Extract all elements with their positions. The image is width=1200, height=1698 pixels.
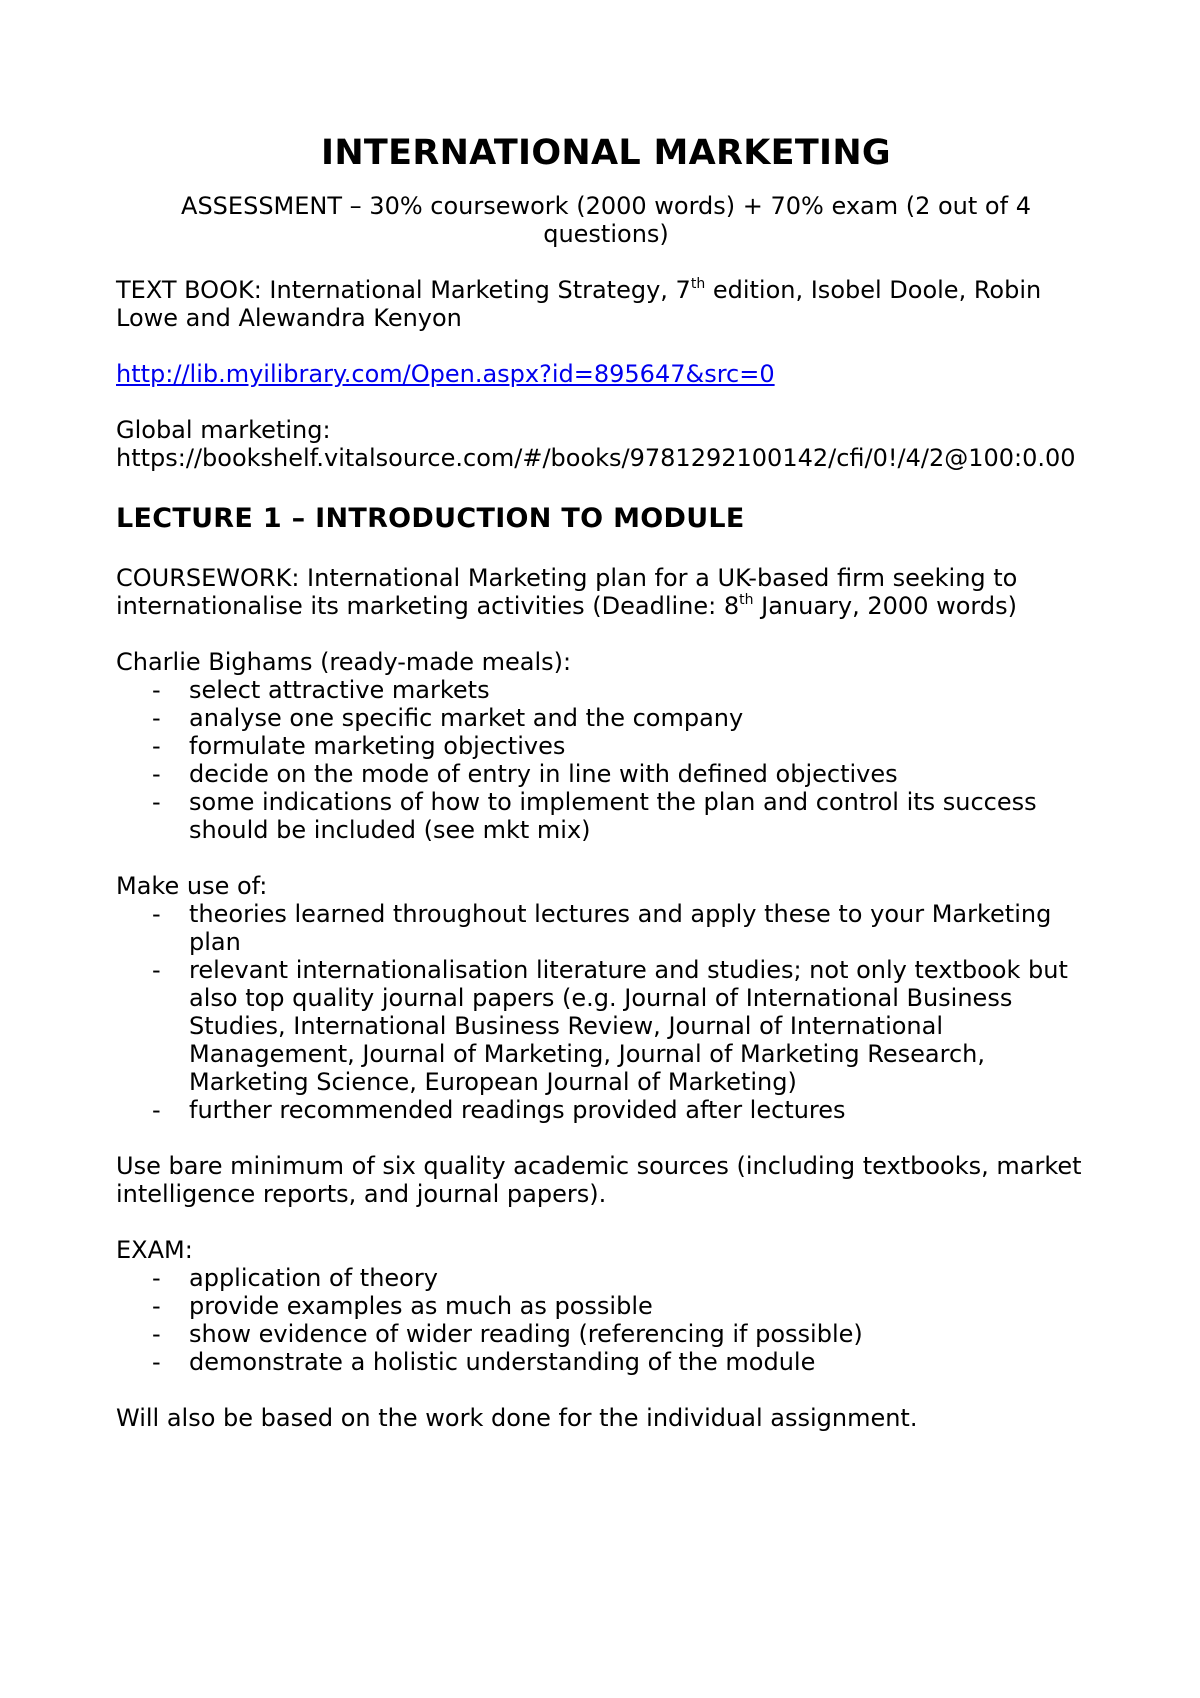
list-item [116,900,1096,956]
dash-marker: - [152,676,161,704]
list-item [116,1348,1096,1376]
charlie-heading: Charlie Bighams (ready-made meals): [116,648,572,676]
dash-marker: - [152,1320,161,1348]
textbook-text: TEXT BOOK: International Marketing Strategy, 7 [116,276,691,304]
coursework-text-cont: January, 2000 words) [753,592,1017,620]
make-use-list [116,900,1096,1124]
list-item-text: demonstrate a holistic understanding of the module [189,1348,816,1376]
list-item-text: application of theory [189,1264,438,1292]
list-item-text: formulate marketing objectives [189,732,566,760]
dash-marker: - [152,1264,161,1292]
exam-list [116,1264,1096,1376]
closing-line: Will also be based on the work done for the individual assignment. [116,1404,918,1432]
list-item [116,732,1096,760]
assessment-line: ASSESSMENT – 30% coursework (2000 words) + 70% exam (2 out of 4 questions) [181,192,1031,248]
global-marketing-url: https://bookshelf.vitalsource.com/#/books/9781292100142/cfi/0!/4/2@100:0.00 [116,444,1076,472]
list-item-text: relevant internationalisation literature and studies; not only textbook but also top quality journal papers (e.g. Journal of International Business Studies, International Business Review, Journal of International Management, Journal of Marketing, Journal of Marketing Research, Marketing Science, European Journal of Marketing) [189,956,1068,1096]
exam-heading: EXAM: [116,1236,193,1264]
dash-marker: - [152,900,161,928]
sources-note: Use bare minimum of six quality academic sources (including textbooks, market intelligence reports, and journal papers). [116,1152,1082,1208]
dash-marker: - [152,732,161,760]
list-item-text: show evidence of wider reading (referencing if possible) [189,1320,863,1348]
dash-marker: - [152,1348,161,1376]
list-item-text: select attractive markets [189,676,490,704]
list-item [116,676,1096,704]
document-content [116,128,1096,1432]
library-link[interactable]: http://lib.myilibrary.com/Open.aspx?id=895647&src=0 [116,360,775,388]
list-item-text: decide on the mode of entry in line with defined objectives [189,760,898,788]
list-item [116,1320,1096,1348]
dash-marker: - [152,788,161,816]
list-item [116,760,1096,788]
list-item [116,788,1096,844]
list-item-text: provide examples as much as possible [189,1292,653,1320]
list-item-text: further recommended readings provided after lectures [189,1096,846,1124]
list-item [116,1264,1096,1292]
dash-marker: - [152,760,161,788]
list-item [116,704,1096,732]
make-use-heading: Make use of: [116,872,268,900]
list-item [116,956,1096,1096]
dash-marker: - [152,704,161,732]
list-item [116,1096,1096,1124]
dash-marker: - [152,1292,161,1320]
library-link-line [116,360,1096,388]
list-item-text: some indications of how to implement the plan and control its success should be included (see mkt mix) [189,788,1037,844]
textbook-line [116,276,1096,332]
global-marketing-label: Global marketing: [116,416,331,444]
lecture-heading: LECTURE 1 – INTRODUCTION TO MODULE [116,503,745,534]
list-item-text: analyse one specific market and the company [189,704,744,732]
list-item-text: theories learned throughout lectures and apply these to your Marketing plan [189,900,1052,956]
coursework-superscript: th [739,592,754,608]
document-title: INTERNATIONAL MARKETING [321,133,891,173]
textbook-text-cont: edition, Isobel Doole, Robin Lowe and Alewandra Kenyon [116,276,1042,332]
charlie-list [116,676,1096,844]
textbook-superscript: th [690,276,706,292]
dash-marker: - [152,1096,161,1124]
coursework-line [116,564,1096,620]
list-item [116,1292,1096,1320]
coursework-text: COURSEWORK: International Marketing plan for a UK-based firm seeking to internationalise its marketing activities (Deadline: 8 [116,564,1018,620]
dash-marker: - [152,956,161,984]
